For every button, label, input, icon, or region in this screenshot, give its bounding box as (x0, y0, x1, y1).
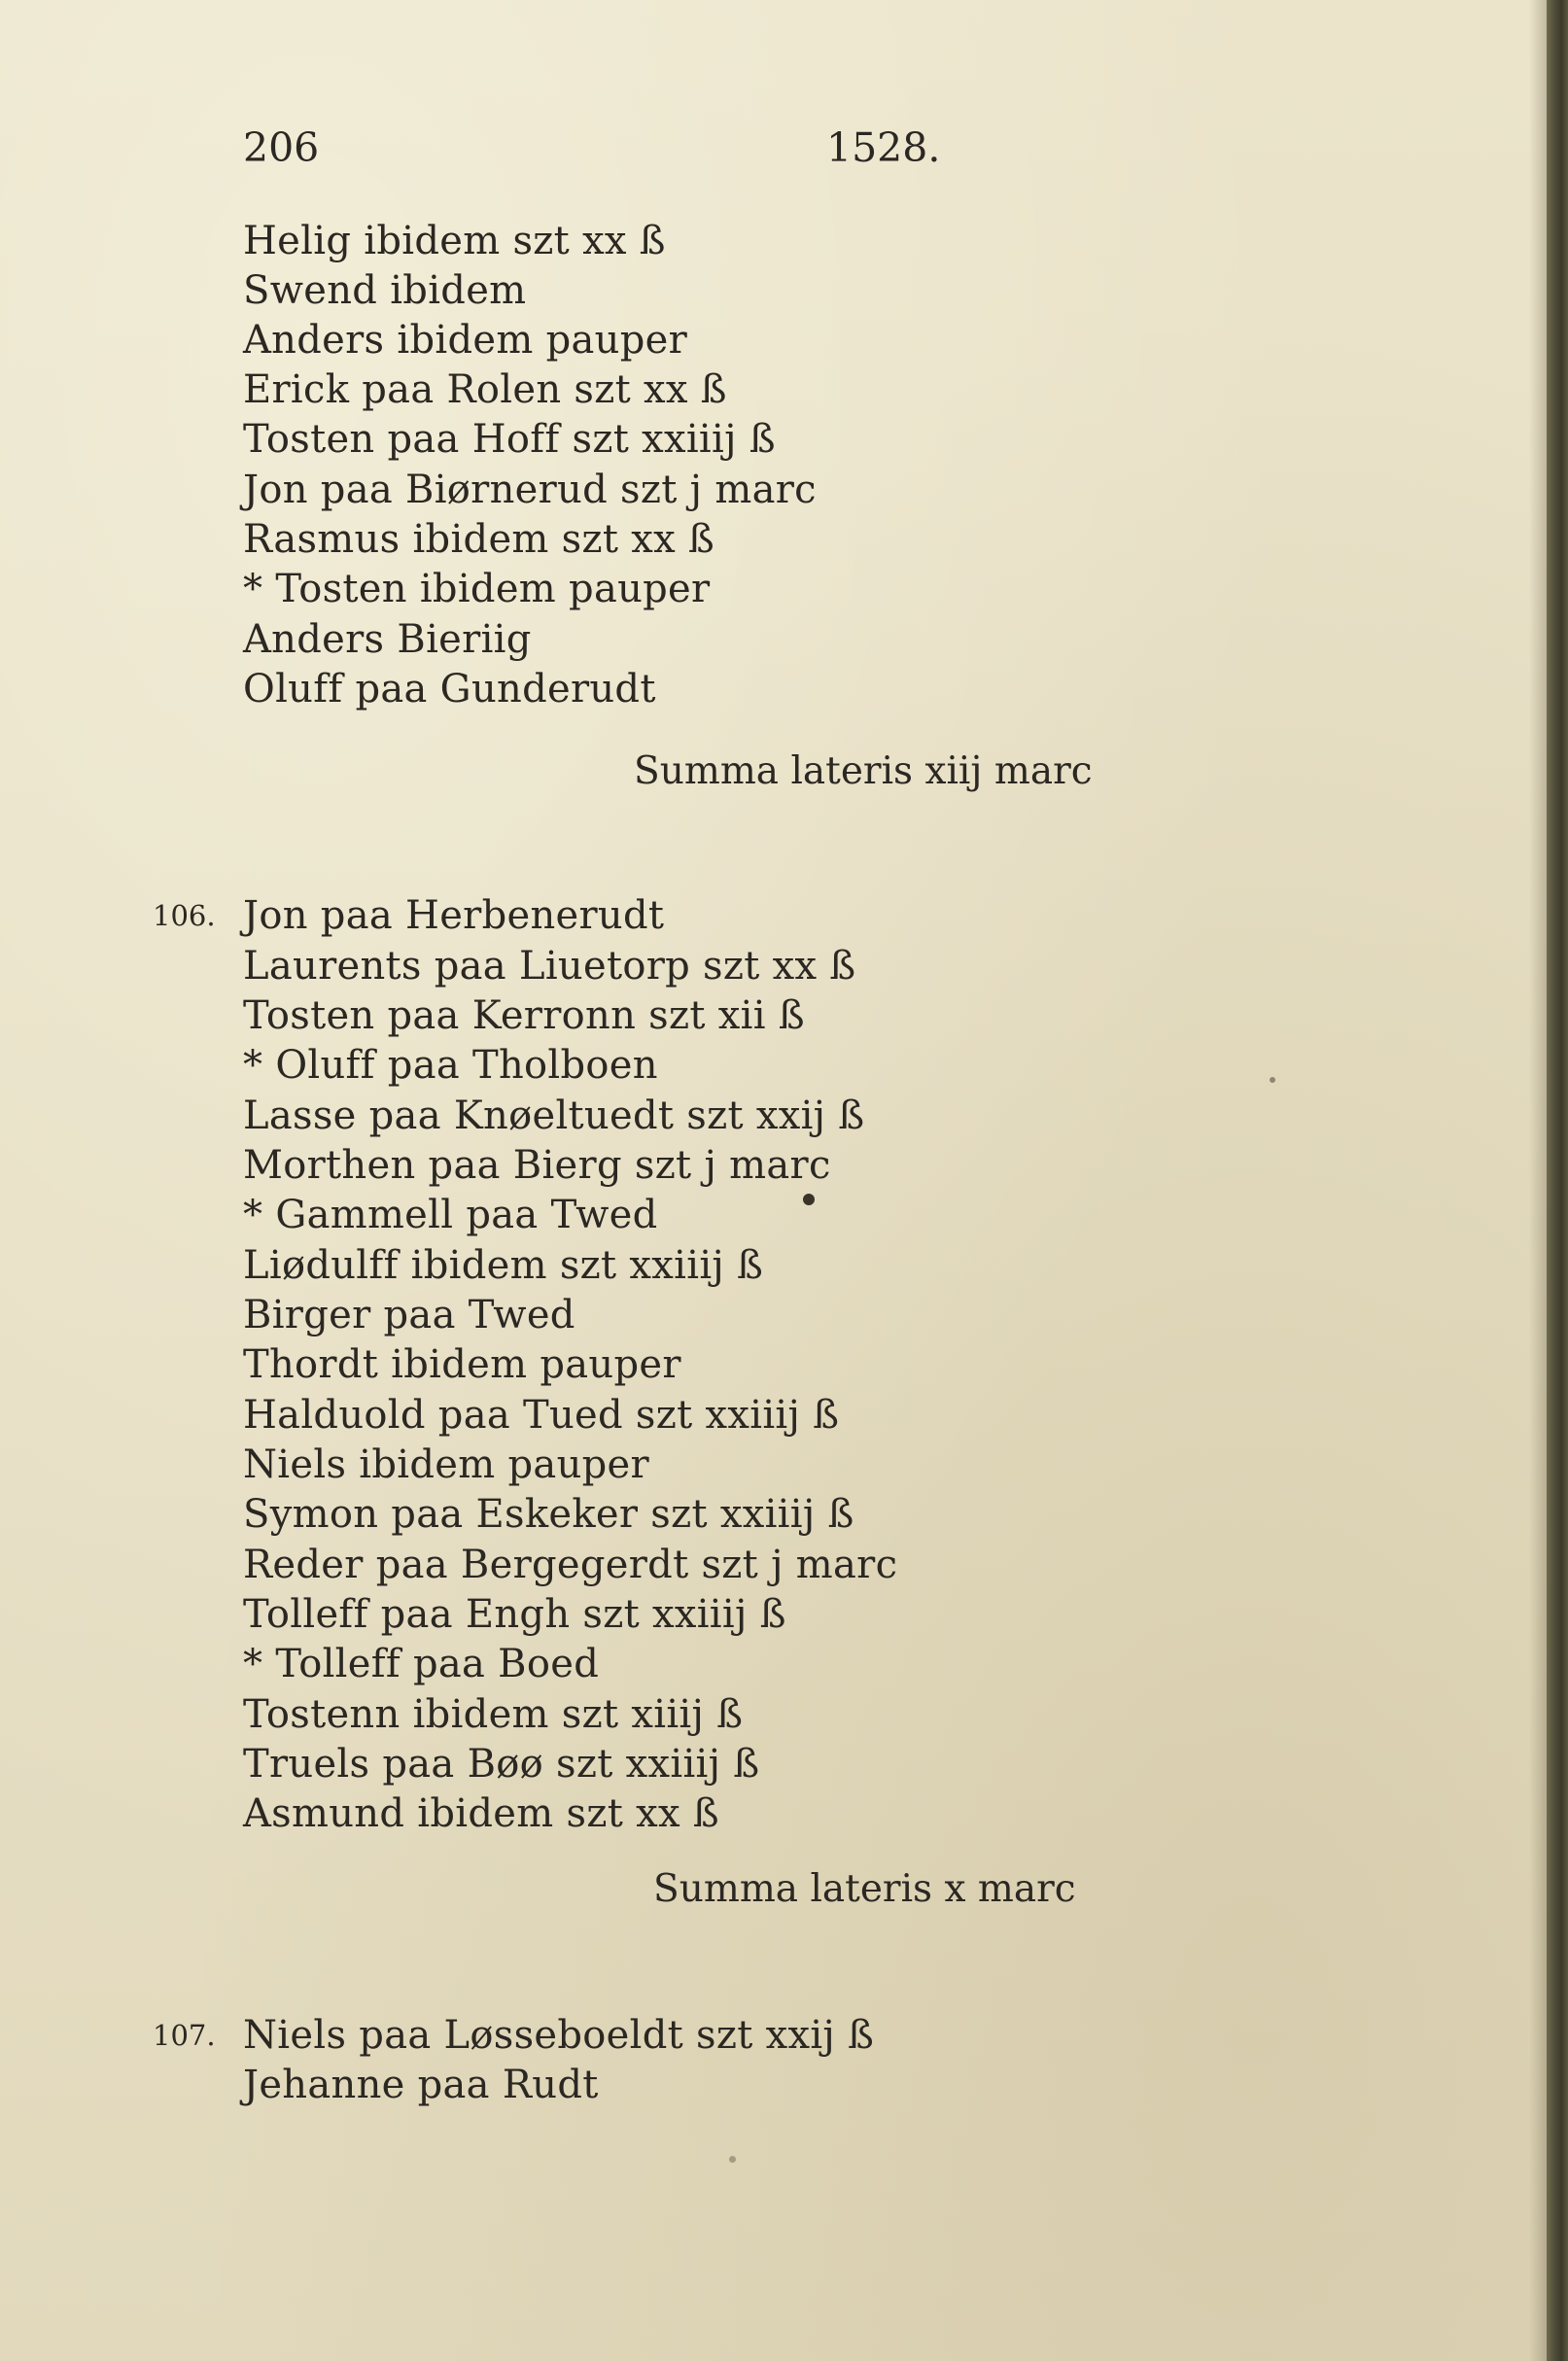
document-line: Reder paa Bergegerdt szt j marc (243, 1543, 898, 1587)
document-line: Halduold paa Tued szt xxiiij ß (243, 1393, 840, 1438)
document-line: Anders ibidem pauper (243, 318, 688, 363)
document-line: Truels paa Bøø szt xxiiij ß (243, 1742, 760, 1787)
summa-lateris: Summa lateris xiij marc (634, 749, 1093, 793)
ink-speck (803, 1194, 815, 1205)
summa-lateris: Summa lateris x marc (653, 1867, 1076, 1911)
document-line: Jon paa Biørnerud szt j marc (243, 468, 817, 512)
document-line: Tosten paa Hoff szt xxiiij ß (243, 417, 776, 462)
document-line: Anders Bieriig (243, 617, 532, 662)
running-head-year: 1528. (826, 124, 941, 171)
document-line: Morthen paa Bierg szt j marc (243, 1143, 831, 1188)
document-line: Niels ibidem pauper (243, 1442, 649, 1487)
document-line: Thordt ibidem pauper (243, 1342, 681, 1387)
document-line: Laurents paa Liuetorp szt xx ß (243, 944, 856, 989)
entry-number: 107. (153, 2019, 216, 2052)
document-line: Oluff paa Gunderudt (243, 667, 656, 712)
document-line: Tostenn ibidem szt xiiij ß (243, 1692, 744, 1737)
document-line: * Tosten ibidem pauper (243, 567, 711, 611)
page-number: 206 (243, 124, 320, 171)
document-line: Helig ibidem szt xx ß (243, 219, 666, 263)
document-line: Tolleff paa Engh szt xxiiij ß (243, 1592, 786, 1637)
document-line: Asmund ibidem szt xx ß (243, 1791, 719, 1836)
document-line: Swend ibidem (243, 268, 527, 313)
document-line: Niels paa Løsseboeldt szt xxij ß (243, 2013, 875, 2058)
page-edge-shadow (1529, 0, 1547, 2361)
document-line: Rasmus ibidem szt xx ß (243, 517, 714, 562)
document-line: * Gammell paa Twed (243, 1193, 658, 1237)
document-line: Erick paa Rolen szt xx ß (243, 367, 727, 412)
entry-number: 106. (153, 899, 216, 932)
document-line: * Oluff paa Tholboen (243, 1043, 658, 1088)
document-line: Liødulff ibidem szt xxiiij ß (243, 1243, 764, 1288)
document-line: Birger paa Twed (243, 1293, 575, 1337)
document-line: * Tolleff paa Boed (243, 1642, 600, 1686)
page-edge (1547, 0, 1568, 2361)
document-line: Jehanne paa Rudt (243, 2063, 599, 2107)
ink-speck (1270, 1077, 1275, 1083)
document-line: Jon paa Herbenerudt (243, 893, 665, 938)
document-line: Tosten paa Kerronn szt xii ß (243, 993, 805, 1038)
ink-speck (729, 2156, 736, 2163)
document-line: Lasse paa Knøeltuedt szt xxij ß (243, 1094, 865, 1138)
document-line: Symon paa Eskeker szt xxiiij ß (243, 1492, 854, 1537)
